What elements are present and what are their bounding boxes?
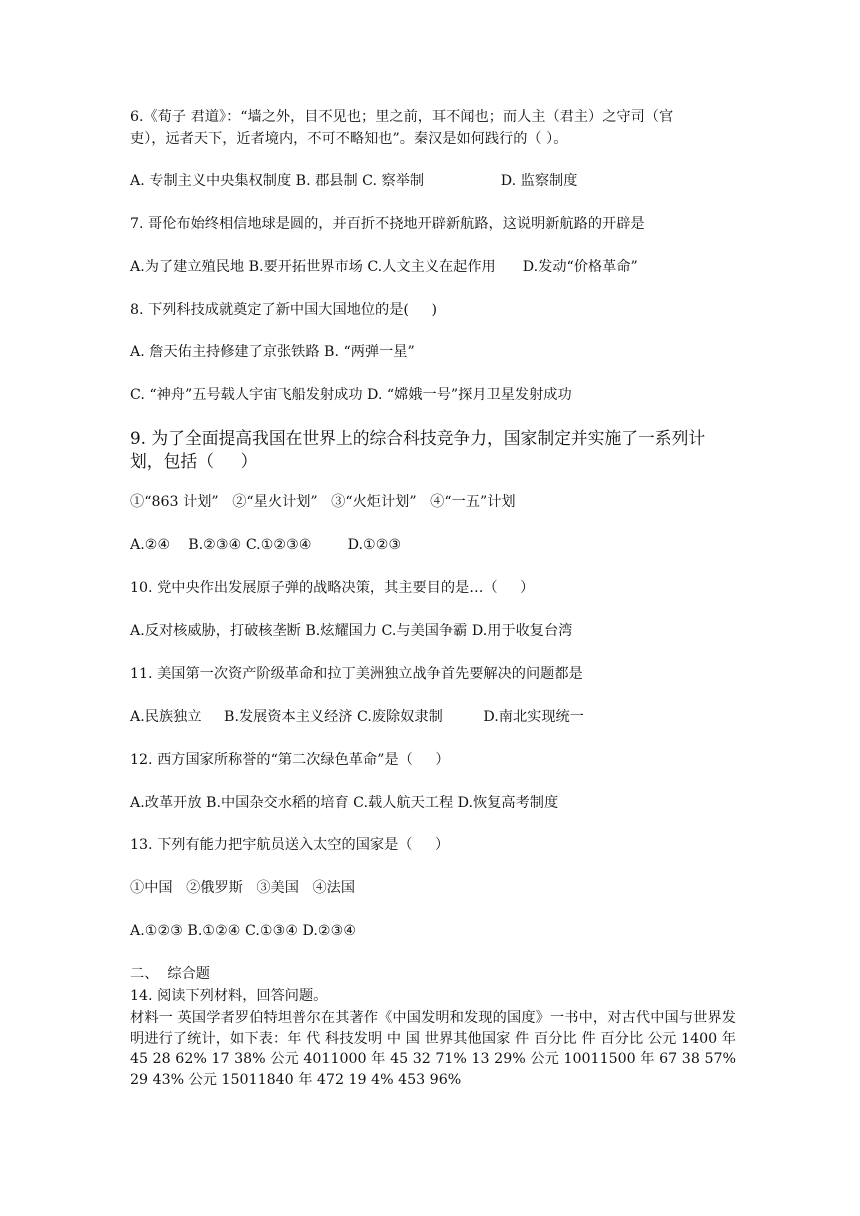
q6-stem-line2: 吏），远者天下，近者境内，不可不略知也”。秦汉是如何践行的（ ）。 [130,131,568,147]
q13-items: ①中国 ②俄罗斯 ③美国 ④法国 [130,880,356,896]
q14-material-one: 材料一 英国学者罗伯特坦普尔在其著作《中国发明和发现的国度》一书中，对古代中国与世界发明进行了统计，如下表：年 代 科技发明 中 国 世界其他国家 件 百分比 件 百分比 公元 1400 年 45 28 62% 17 38% 公元 4011000 年 45 32 71% 13 29% 公元 10011500 年 67 38 57% 29 43% 公元 15011840 年 472 19 4% 453 96% [130,1010,736,1088]
q7-stem: 7. 哥伦布始终相信地球是圆的，并百折不挠地开辟新航路，这说明新航路的开辟是 [130,216,645,232]
q8-stem: 8. 下列科技成就奠定了新中国大国地位的是( ) [130,302,438,318]
q10-options: A.反对核威胁，打破核垄断 B.炫耀国力 C.与美国争霸 D.用于收复台湾 [130,623,573,639]
q8-options-line2: C. “神舟”五号载人宇宙飞船发射成功 D. “嫦娥一号”探月卫星发射成功 [130,387,572,403]
q14-stem: 14. 阅读下列材料，回答问题。 [130,988,328,1004]
q9-options: A.②④ B.②③④ C.①②③④ D.①②③ [130,537,402,553]
q6-options: A. 专制主义中央集权制度 B. 郡县制 C. 察举制 D. 监察制度 [130,173,578,189]
q12-stem: 12. 西方国家所称誉的“第二次绿色革命”是（ ） [130,752,450,768]
q9-items: ①“863 计划” ②“星火计划” ③“火炬计划” ④“一五”计划 [130,494,516,510]
q7-options: A.为了建立殖民地 B.要开拓世界市场 C.人文主义在起作用 D.发动“价格革命” [130,259,638,275]
q13-options: A.①②③ B.①②④ C.①③④ D.②③④ [130,923,357,939]
q12-options: A.改革开放 B.中国杂交水稻的培育 C.载人航天工程 D.恢复高考制度 [130,795,559,811]
q11-options: A.民族独立 B.发展资本主义经济 C.废除奴隶制 D.南北实现统一 [130,709,584,725]
q6-stem-line1: 6.《荀子 君道》：“墙之外，目不见也；里之前，耳不闻也；而人主（君主）之守司（官 [130,109,674,125]
q10-stem: 10. 党中央作出发展原子弹的战略决策，其主要目的是…（ ） [130,580,535,596]
q9-stem-line2: 划，包括（ ） [130,451,258,471]
q11-stem: 11. 美国第一次资产阶级革命和拉丁美洲独立战争首先要解决的问题都是 [130,666,583,682]
q8-options-line1: A. 詹天佑主持修建了京张铁路 B. “两弹一星” [130,344,415,360]
q13-stem: 13. 下列有能力把宇航员送入太空的国家是（ ） [130,837,450,853]
section2-heading: 二、 综合题 [130,966,210,982]
q9-stem-line1: 9. 为了全面提高我国在世界上的综合科技竞争力，国家制定并实施了一系列计 [130,428,706,448]
